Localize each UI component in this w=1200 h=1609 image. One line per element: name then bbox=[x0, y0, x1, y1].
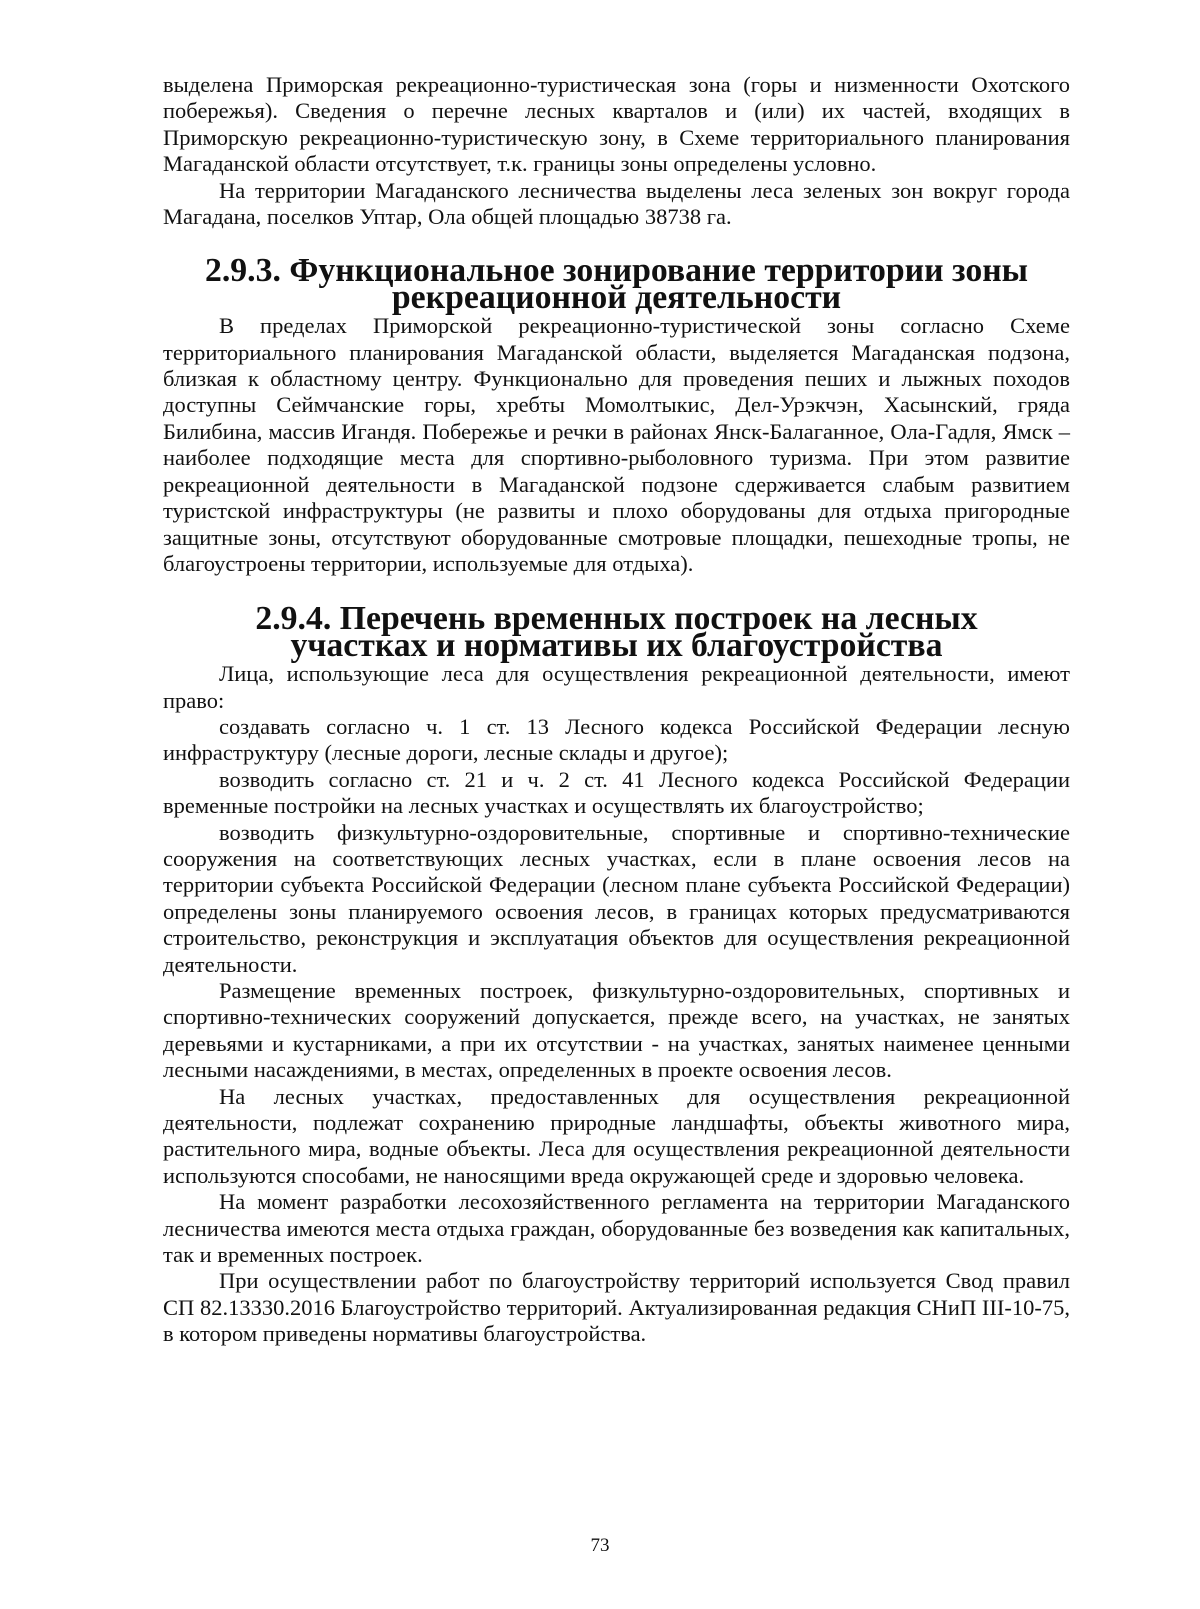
page-number: 73 bbox=[590, 1535, 610, 1556]
paragraph-preservation: На лесных участках, предоставленных для осуществления рекреационной деятельности, подлежат сохранению природные ландшафты, объекты животного мира, растительного мира, водные объекты. Леса для осуществления рекреационной деятельности используются способами, не наносящими вреда окружающей среде и здоровью человека. bbox=[163, 1083, 1070, 1188]
document-page bbox=[163, 72, 1070, 1348]
paragraph-functional-zoning: В пределах Приморской рекреационно-туристической зоны согласно Схеме территориального планирования Магаданской области, выделяется Магаданская подзона, близкая к областному центру. Функционально для проведения пеших и лыжных походов доступны Сеймчанские горы, хребты Момолтыкис, Дел-Урэкчэн, Хасынский, гряда Билибина, массив Игандя. Побережье и речки в районах Янск-Балаганное, Ола-Гадля, Ямск – наиболее подходящие места для спортивно-рыболовного туризма. При этом развитие рекреационной деятельности в Магаданской подзоне сдерживается слабым развитием туристской инфраструктуры (не развиты и плохо оборудованы для отдыха пригородные защитные зоны, отсутствуют оборудованные смотровые площадки, пешеходные тропы, не благоустроены территории, используемые для отдыха). bbox=[163, 313, 1070, 576]
section-heading-2-9-3: 2.9.3. Функциональное зонирование территории зоны рекреационной деятельности bbox=[204, 252, 1029, 316]
paragraph-right-temporary-buildings: возводить согласно ст. 21 и ч. 2 ст. 41 Лесного кодекса Российской Федерации временные постройки на лесных участках и осуществлять их благоустройство; bbox=[163, 766, 1070, 819]
paragraph-green-zones: На территории Магаданского лесничества выделены леса зеленых зон вокруг города Магадана, поселков Уптар, Ола общей площадью 38738 га. bbox=[163, 177, 1070, 230]
paragraph-right-sports-facilities: возводить физкультурно-оздоровительные, спортивные и спортивно-технические сооружения на соответствующих лесных участках, если в плане освоения лесов на территории субъекта Российской Федерации (лесном плане субъекта Российской Федерации) определены зоны планируемого освоения лесов, в границах которых предусматриваются строительство, реконструкция и эксплуатация объектов для осуществления рекреационной деятельности. bbox=[163, 819, 1070, 977]
paragraph-placement: Размещение временных построек, физкультурно-оздоровительных, спортивных и спортивно-технических сооружений допускается, прежде всего, на участках, не занятых деревьями и кустарниками, а при их отсутствии - на участках, занятых наименее ценными лесными насаждениями, в местах, определенных в проекте освоения лесов. bbox=[163, 978, 1070, 1083]
paragraph-recreation-places: На момент разработки лесохозяйственного регламента на территории Магаданского лесничества имеются места отдыха граждан, оборудованные без возведения как капитальных, так и временных построек. bbox=[163, 1189, 1070, 1268]
paragraph-landscaping-rules: При осуществлении работ по благоустройству территорий используется Свод правил СП 82.13330.2016 Благоустройство территорий. Актуализированная редакция СНиП III-10-75, в котором приведены нормативы благоустройства. bbox=[163, 1268, 1070, 1347]
paragraph-rights-intro: Лица, использующие леса для осуществления рекреационной деятельности, имеют право: bbox=[163, 661, 1070, 713]
paragraph-continuation: выделена Приморская рекреационно-туристическая зона (горы и низменности Охотского побережья). Сведения о перечне лесных кварталов и (или) их частей, входящих в Приморскую рекреационно-туристическую зону, в Схеме территориального планирования Магаданской области отсутствует, т.к. границы зоны определены условно. bbox=[163, 72, 1070, 177]
paragraph-right-infrastructure: создавать согласно ч. 1 ст. 13 Лесного кодекса Российской Федерации лесную инфраструктуру (лесные дороги, лесные склады и другое); bbox=[163, 713, 1070, 766]
section-heading-2-9-4: 2.9.4. Перечень временных построек на лесных участках и нормативы их благоустройства bbox=[255, 600, 978, 664]
